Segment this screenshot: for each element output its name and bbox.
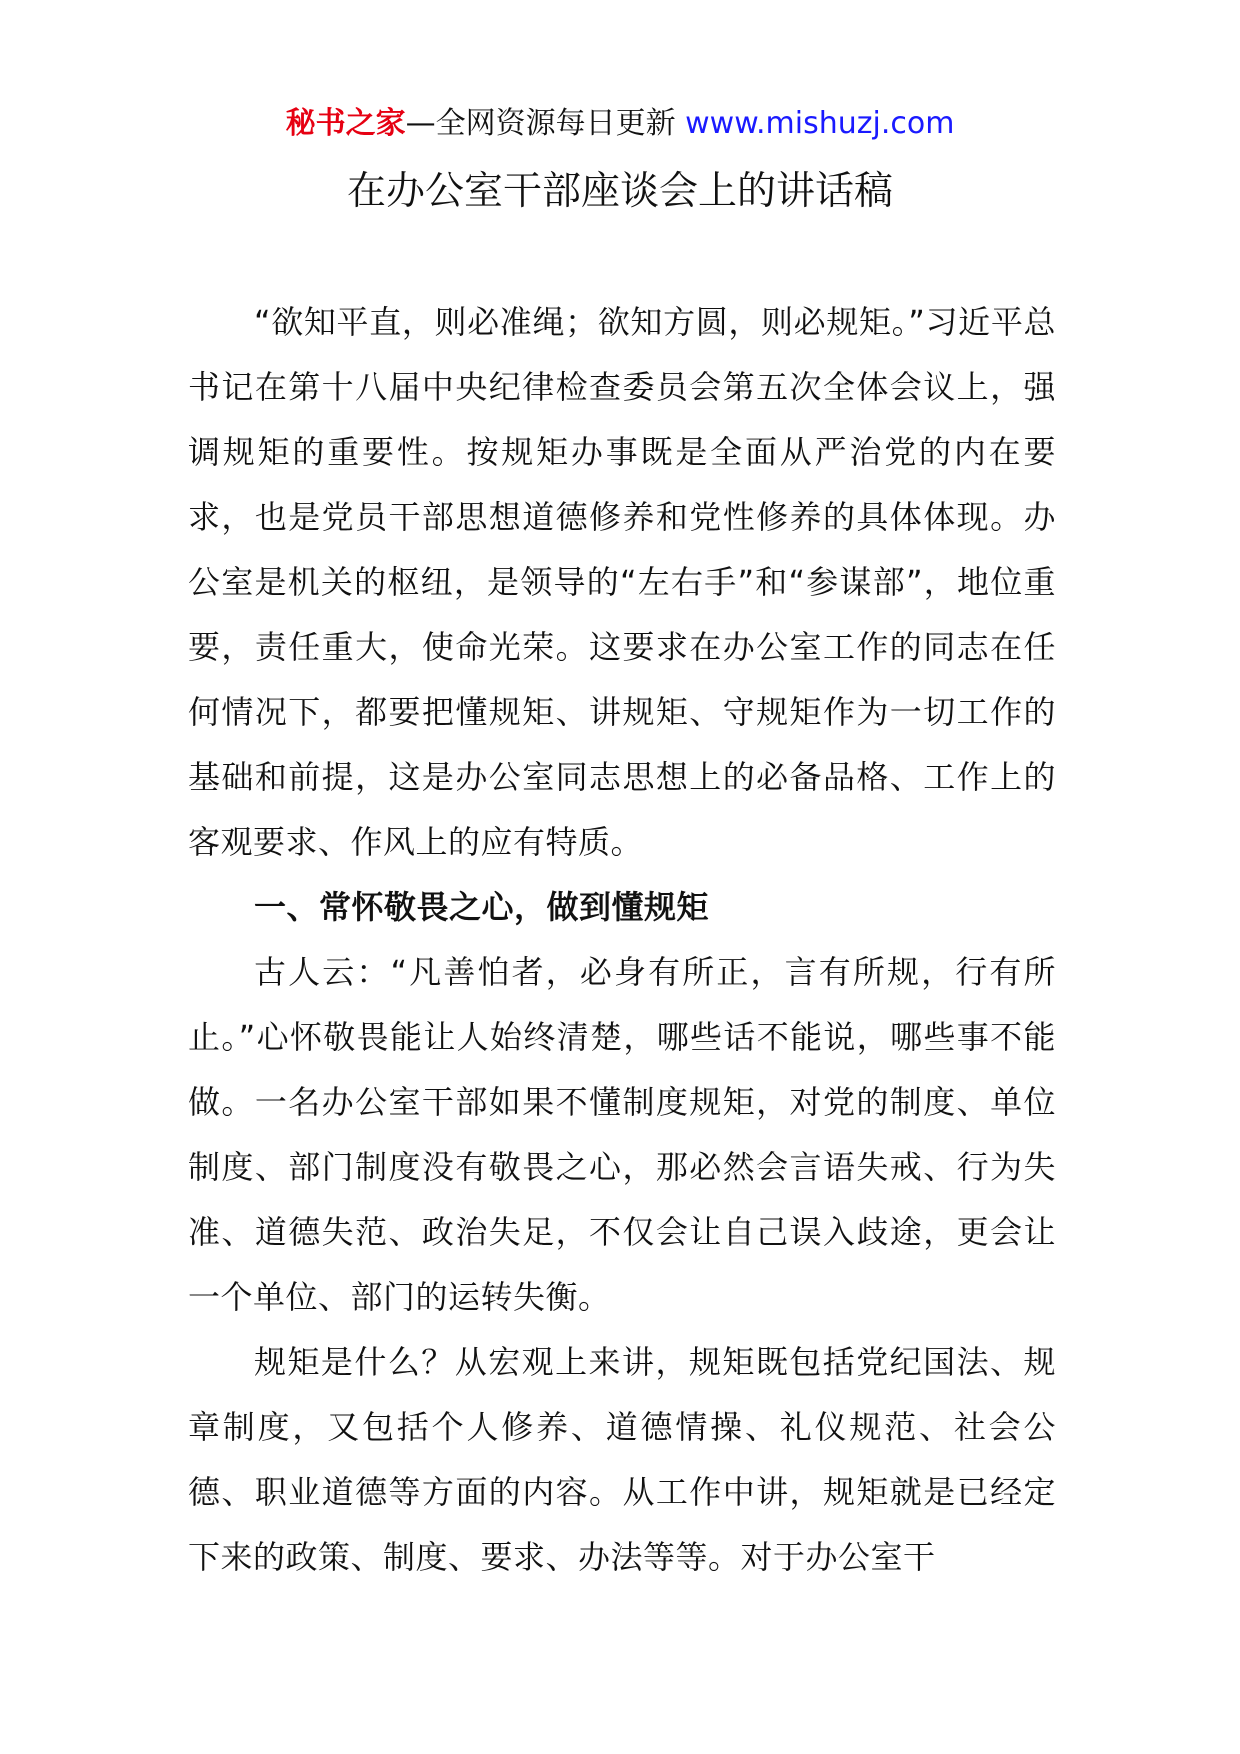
section-heading: 一、常怀敬畏之心，做到懂规矩 bbox=[254, 888, 710, 926]
brand-name: 秘书之家 bbox=[285, 106, 406, 141]
site-header bbox=[0, 98, 1240, 150]
paragraph-rules-definition: 规矩是什么？从宏观上来讲，规矩既包括党纪国法、规章制度，又包括个人修养、道德情操、礼仪规范、社会公德、职业道德等方面的内容。从工作中讲，规矩就是已经定下来的政策、制度、要求、办法等等。对于办公室干 bbox=[188, 1343, 1056, 1576]
document-body bbox=[188, 290, 1056, 1590]
header-tagline: —全网资源每日更新 bbox=[405, 106, 686, 141]
document-title: 在办公室干部座谈会上的讲话稿 bbox=[346, 169, 893, 214]
paragraph-intro: “欲知平直，则必准绳；欲知方圆，则必规矩。”习近平总书记在第十八届中央纪律检查委员会第五次全体会议上，强调规矩的重要性。按规矩办事既是全面从严治党的内在要求，也是党员干部思想道德修养和党性修养的具体体现。办公室是机关的枢纽，是领导的“左右手”和“参谋部”，地位重要，责任重大，使命光荣。这要求在办公室工作的同志在任何情况下，都要把懂规矩、讲规矩、守规矩作为一切工作的基础和前提，这是办公室同志思想上的必备品格、工作上的客观要求、作风上的应有特质。 bbox=[188, 303, 1056, 861]
site-url-link[interactable]: www.mishuzj.com bbox=[685, 106, 955, 141]
paragraph-ancient-quote: 古人云：“凡善怕者，必身有所正，言有所规，行有所止。”心怀敬畏能让人始终清楚，哪些话不能说，哪些事不能做。一名办公室干部如果不懂制度规矩，对党的制度、单位制度、部门制度没有敬畏之心，那必然会言语失戒、行为失准、道德失范、政治失足，不仅会让自己误入歧途，更会让一个单位、部门的运转失衡。 bbox=[188, 953, 1056, 1316]
